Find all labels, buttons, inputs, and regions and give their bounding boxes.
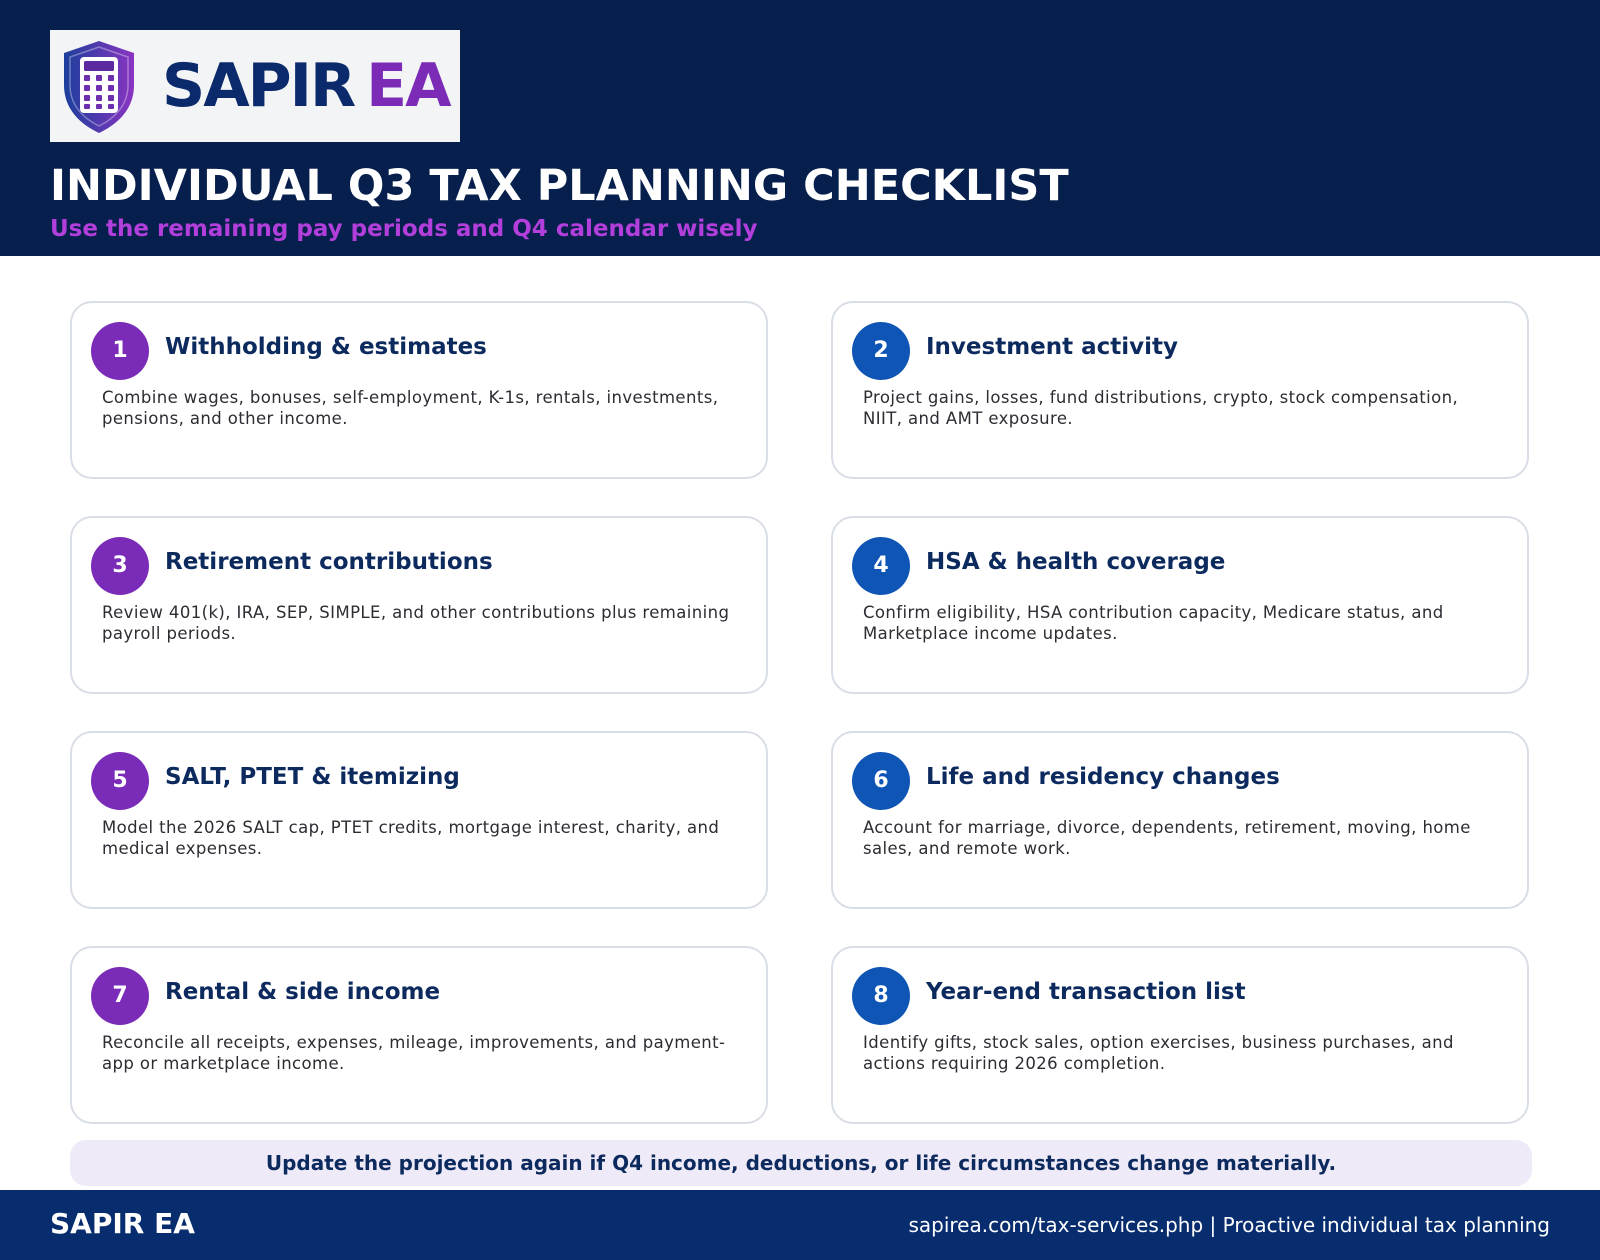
checklist-item-1 [70,301,768,479]
brand-name-part1: SAPIR [162,51,355,121]
checklist-item-4 [831,516,1529,694]
item-description: Identify gifts, stock sales, option exercises, business purchases, and actions requiring 2026 completion. [863,1033,1454,1073]
page-title: INDIVIDUAL Q3 TAX PLANNING CHECKLIST [50,161,1069,211]
item-title: Rental & side income [165,979,441,1005]
item-title: Withholding & estimates [165,334,487,360]
item-title: Investment activity [926,334,1179,360]
item-title: Year-end transaction list [926,979,1246,1005]
checklist-item-3 [70,516,768,694]
item-title: SALT, PTET & itemizing [165,764,460,790]
item-number-badge: 8 [852,967,910,1025]
checklist-item-6 [831,731,1529,909]
page-header [0,0,1600,256]
item-title: HSA & health coverage [926,549,1226,575]
item-description: Review 401(k), IRA, SEP, SIMPLE, and other contributions plus remaining payroll periods. [102,603,730,643]
item-description: Confirm eligibility, HSA contribution capacity, Medicare status, and Marketplace income updates. [863,603,1444,643]
shield-calculator-icon [60,39,138,135]
item-number-badge: 3 [91,537,149,595]
checklist-item-2 [831,301,1529,479]
footer-brand: SAPIR EA [50,1207,195,1240]
item-number-badge: 7 [91,967,149,1025]
checklist-item-5 [70,731,768,909]
brand-logo [50,30,460,142]
item-description: Model the 2026 SALT cap, PTET credits, mortgage interest, charity, and medical expenses. [102,818,720,858]
checklist-item-8 [831,946,1529,1124]
item-number-badge: 6 [852,752,910,810]
brand-wordmark [162,52,450,120]
page-footer [0,1190,1600,1260]
checklist-item-7 [70,946,768,1124]
item-title: Life and residency changes [926,764,1280,790]
item-number-badge: 1 [91,322,149,380]
item-description: Combine wages, bonuses, self-employment, K-1s, rentals, investments, pensions, and other income. [102,388,719,428]
item-description: Account for marriage, divorce, dependents, retirement, moving, home sales, and remote work. [863,818,1471,858]
item-description: Project gains, losses, fund distributions, crypto, stock compensation, NIIT, and AMT exposure. [863,388,1459,428]
item-number-badge: 2 [852,322,910,380]
projection-note: Update the projection again if Q4 income, deductions, or life circumstances change materially. [70,1140,1532,1186]
page-subtitle: Use the remaining pay periods and Q4 calendar wisely [50,216,758,242]
item-description: Reconcile all receipts, expenses, mileage, improvements, and payment-app or marketplace income. [102,1033,726,1073]
brand-name-part2: EA [366,51,450,121]
item-number-badge: 5 [91,752,149,810]
footer-tagline: sapirea.com/tax-services.php | Proactive individual tax planning [908,1213,1550,1237]
item-number-badge: 4 [852,537,910,595]
item-title: Retirement contributions [165,549,493,575]
